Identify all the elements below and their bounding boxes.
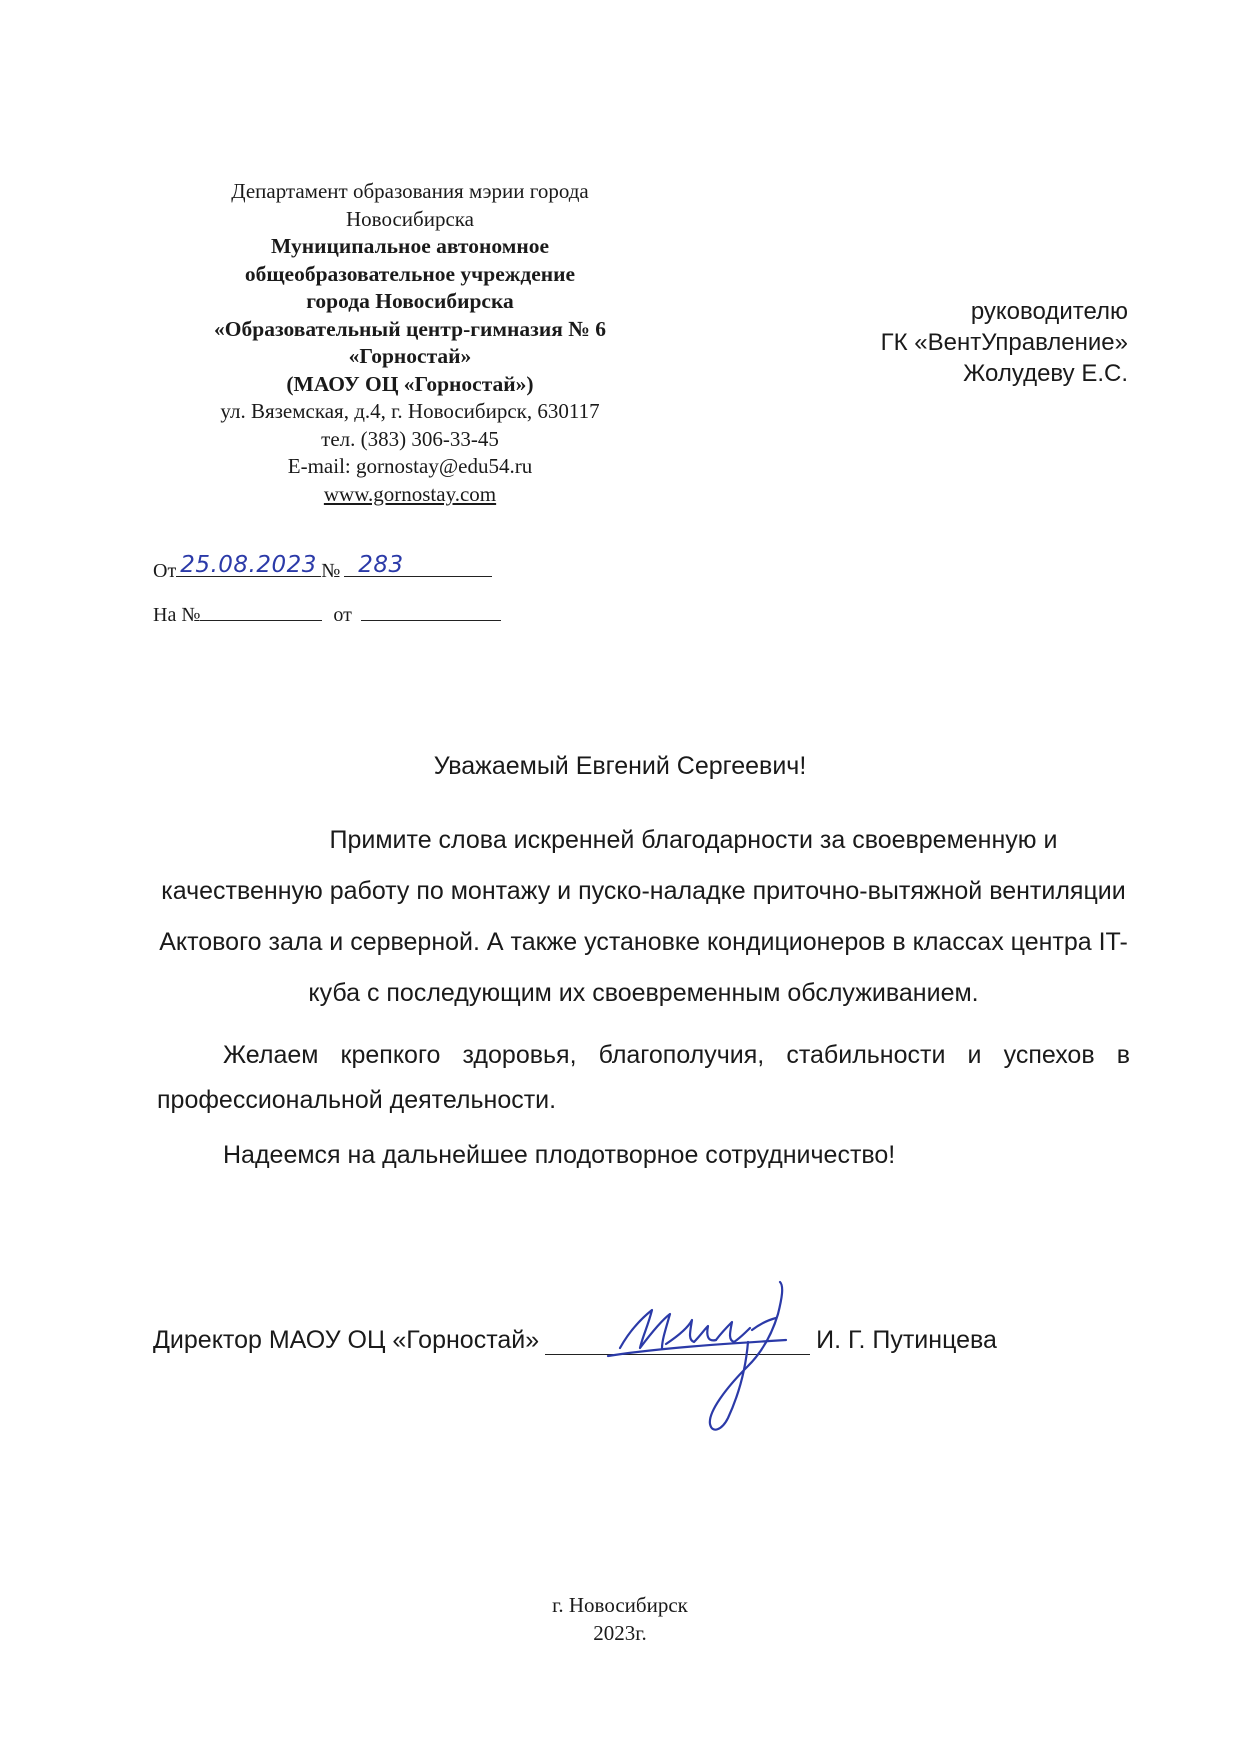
incoming-reference — [153, 598, 501, 628]
org-email: E-mail: gornostay@edu54.ru — [287, 454, 533, 478]
paragraph-cooperation: Надеемся на дальнейшее плодотворное сотрудничество! — [223, 1141, 896, 1169]
from-label: От — [153, 560, 177, 582]
recipient-title: руководителю — [970, 298, 1128, 325]
signer-name: И. Г. Путинцева — [816, 1326, 997, 1354]
department-line: Новосибирска — [346, 206, 474, 231]
org-website-link[interactable]: www.gornostay.com — [323, 481, 497, 506]
org-name-line: «Образовательный центр-гимназия № 6 — [214, 316, 606, 341]
ref-label: На № — [153, 604, 201, 626]
recipient-name: Жолудеву Е.С. — [963, 360, 1128, 387]
org-name-line: «Горностай» — [348, 344, 472, 368]
ref-number-field — [200, 598, 322, 621]
org-name-line: города Новосибирска — [306, 289, 514, 313]
ref-from-label: от — [333, 604, 352, 626]
recipient-company: ГК «ВентУправление» — [880, 329, 1128, 356]
org-name-line: общеобразовательное учреждение — [244, 261, 576, 286]
date-field — [176, 554, 321, 577]
signature-line — [153, 1326, 997, 1355]
org-phone: тел. (383) 306-33-45 — [321, 426, 499, 451]
handwritten-date: 25.08.2023 — [180, 552, 317, 578]
footer — [0, 1591, 1240, 1647]
footer-city: г. Новосибирск — [552, 1593, 688, 1617]
organization-header — [150, 178, 670, 508]
paragraph-wishes: Желаем крепкого здоровья, благополучия, стабильности и успехов в профессиональной деятельности. — [157, 1041, 1130, 1114]
org-name-line: Муниципальное автономное — [270, 234, 550, 258]
number-label: № — [321, 560, 341, 582]
outgoing-registration — [153, 554, 492, 584]
paragraph-gratitude: Примите слова искренней благодарности за своевременную и качественную работу по монтажу и пуско-наладке приточно-вытяжной вентиляции Актового зала и серверной. А также установке кондиционеров в классах центра IT-куба с последующим их своевременным обслуживанием. — [159, 826, 1128, 1007]
recipient-block — [881, 296, 1128, 389]
signer-position: Директор МАОУ ОЦ «Горностай» — [153, 1326, 540, 1354]
org-short-name: (МАОУ ОЦ «Горностай») — [286, 371, 534, 396]
department-line: Департамент образования мэрии города — [231, 179, 589, 203]
greeting: Уважаемый Евгений Сергеевич! — [433, 752, 807, 780]
ref-date-field — [361, 598, 501, 621]
org-address: ул. Вяземская, д.4, г. Новосибирск, 630117 — [220, 399, 600, 423]
letter-body — [157, 815, 1130, 1178]
handwritten-signature — [600, 1270, 840, 1440]
number-field — [344, 554, 492, 577]
footer-year: 2023г. — [593, 1621, 647, 1645]
handwritten-number: 283 — [358, 552, 404, 578]
